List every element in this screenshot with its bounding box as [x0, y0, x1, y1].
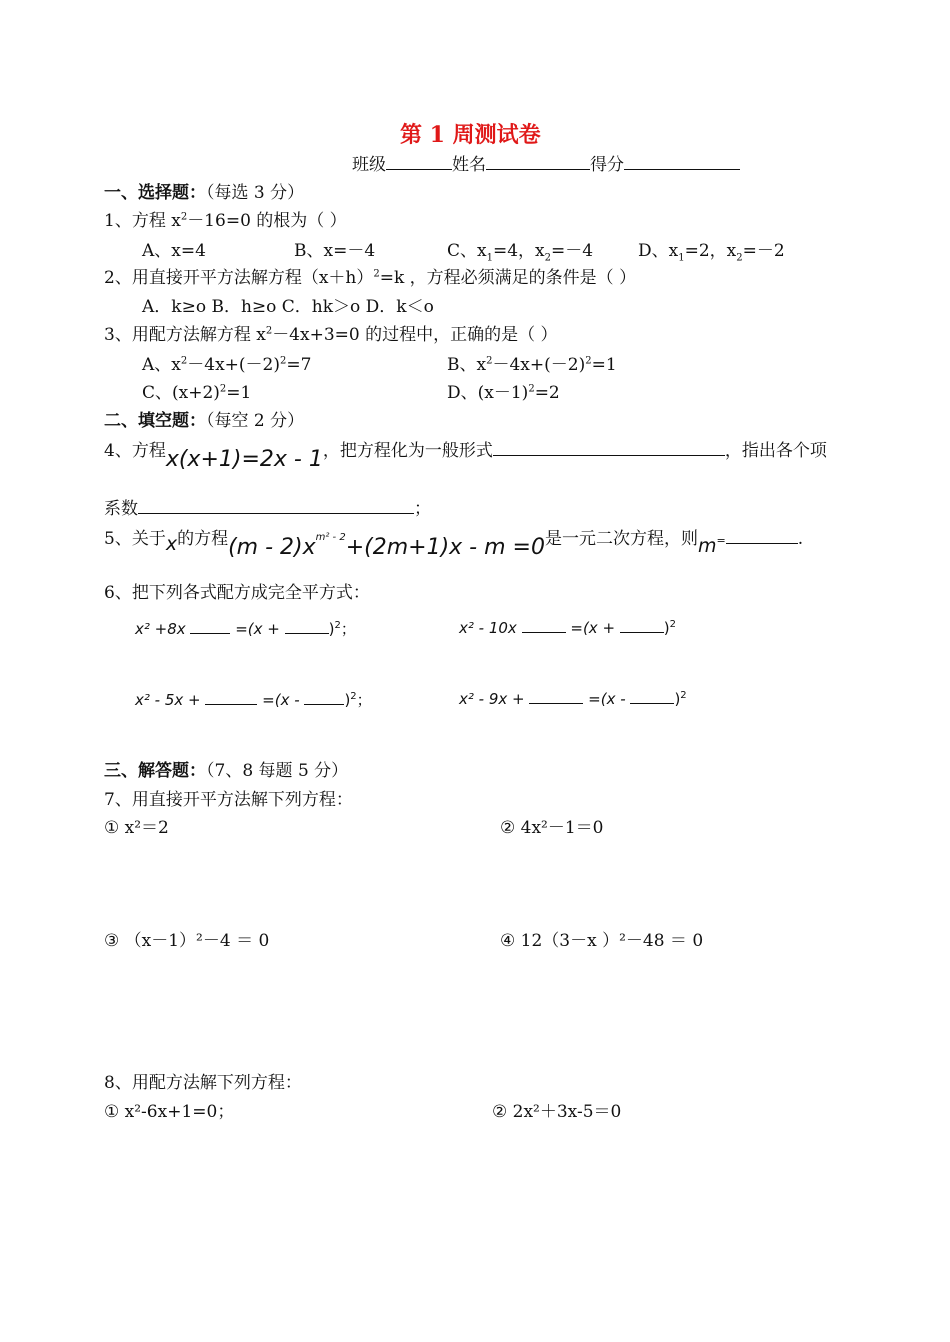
section2-heading: 二、填空题：: [104, 411, 206, 431]
q6e4-field-a[interactable]: [529, 689, 583, 704]
q6e4-close: ): [674, 690, 681, 708]
class-label: 班级: [352, 155, 386, 175]
q6e1-close: ): [328, 620, 335, 638]
q6e1-semi: ；: [340, 620, 356, 638]
q6e2-field-a[interactable]: [522, 618, 566, 633]
q6-expr-2: [459, 618, 676, 637]
q1d-3: =－2: [742, 241, 785, 261]
q1d-2: =2，x: [684, 241, 737, 261]
q6e4-field-b[interactable]: [630, 689, 674, 704]
q3c-1: C、(x+2): [142, 383, 220, 403]
q5-prefix: 5、关于: [104, 529, 166, 549]
q6e4-mid: =(x -: [588, 690, 626, 708]
question-2: [104, 263, 636, 288]
q6e2-mid: =(x +: [570, 619, 616, 637]
class-field[interactable]: [386, 153, 452, 170]
q4-prefix: 4、方程: [104, 441, 166, 461]
q1d-sub2: 2: [736, 252, 743, 264]
q1c-sub2: 2: [544, 252, 552, 264]
q7-part-1: ① x²＝2: [104, 818, 169, 838]
q6-expr-3: [135, 689, 372, 710]
q3a-3: =7: [286, 355, 312, 375]
q5-eq-sign: =: [716, 534, 726, 547]
q6e3-close: ): [344, 691, 351, 709]
q3-option-d[interactable]: [447, 378, 560, 403]
q6e2-close: ): [663, 619, 670, 637]
q1-prefix: 1、方程 x: [104, 211, 181, 231]
q6e1-sq: 2: [334, 620, 341, 631]
name-field[interactable]: [486, 153, 590, 170]
q6e3-field-a[interactable]: [205, 690, 257, 705]
q6e2-sq: 2: [669, 619, 677, 630]
question-4: [104, 436, 827, 472]
q1c-1: C、x: [447, 241, 487, 261]
q1-option-d[interactable]: [638, 236, 785, 263]
q6e3-left: x² - 5x +: [135, 691, 201, 709]
q6e3-mid: =(x -: [262, 691, 300, 709]
q3-suffix: －4x+3=0 的过程中，正确的是（ ）: [272, 325, 558, 345]
q6e2-field-b[interactable]: [620, 618, 664, 633]
q4-line2-end: ；: [414, 499, 431, 519]
page-title: 第 1 周测试卷: [400, 122, 541, 148]
q3a-2: －4x+(－2): [187, 355, 280, 375]
q5-var: x: [165, 533, 178, 555]
q5-answer-field[interactable]: [726, 527, 798, 544]
q4-line2: [104, 494, 431, 519]
q2-sup: 2: [373, 268, 380, 280]
score-field[interactable]: [624, 153, 740, 170]
q6-expr-1: [135, 618, 356, 639]
q8-part-2: ② 2x²＋3x-5＝0: [492, 1102, 622, 1122]
q7-part-3: ③ （x－1）²－4 ＝ 0: [104, 931, 270, 951]
question-6: 6、把下列各式配方成完全平方式：: [104, 583, 370, 603]
q3a-1: A、x: [142, 355, 181, 375]
section3-heading-line: [104, 756, 348, 781]
q1-option-a[interactable]: A、x=4: [142, 241, 206, 261]
q4-middle: ，把方程化为一般形式: [322, 441, 493, 461]
q5-eq-exp: m² - 2: [315, 531, 346, 543]
q2-suffix: =k ，方程必须满足的条件是（ ）: [379, 268, 637, 288]
q5-mid: 的方程: [177, 529, 229, 549]
q6e3-field-b[interactable]: [304, 690, 344, 705]
q6e3-sq: 2: [350, 691, 357, 702]
q5-eq-part2: +(2m+1)x - m =0: [345, 535, 545, 560]
q3-sup: 2: [265, 325, 273, 337]
q5-suffix: 是一元二次方程，则: [544, 529, 698, 549]
name-label: 姓名: [452, 155, 486, 175]
q3d-1: D、(x－1): [447, 383, 529, 403]
q3-option-b[interactable]: [447, 350, 617, 375]
q3b-3: =1: [591, 355, 617, 375]
q1-option-b[interactable]: B、x=－4: [294, 241, 376, 261]
q6e1-field-a[interactable]: [190, 619, 230, 634]
q6e4-left: x² - 9x +: [459, 690, 525, 708]
q3b-2: －4x+(－2): [492, 355, 586, 375]
q1c-2: =4，x: [492, 241, 545, 261]
q4-coeff-label: 系数: [104, 499, 138, 519]
q1-option-c[interactable]: [447, 236, 593, 263]
q2-prefix: 2、用直接开平方法解方程（x＋h）: [104, 268, 374, 288]
question-3: [104, 320, 558, 345]
q6e1-mid: =(x +: [235, 620, 280, 638]
q6-expr-4: [459, 689, 687, 708]
question-1: [104, 206, 347, 231]
q3-option-a[interactable]: [142, 350, 311, 375]
q1d-sub1: 1: [678, 252, 685, 264]
q7-part-4: ④ 12（3－x ）²－48 ＝ 0: [500, 931, 704, 951]
q3c-sup: 2: [219, 383, 227, 395]
q6e2-left: x² - 10x: [459, 619, 517, 637]
q6e1-field-b[interactable]: [285, 619, 329, 634]
section3-note: （7、8 每题 5 分）: [206, 761, 349, 781]
q3b-sup2: 2: [585, 355, 592, 367]
q3d-sup: 2: [528, 383, 535, 395]
question-7: 7、用直接开平方法解下列方程：: [104, 790, 353, 810]
q3b-sup1: 2: [486, 355, 493, 367]
section2-heading-line: [104, 406, 304, 431]
student-info-line: [352, 150, 740, 175]
q1d-1: D、x: [638, 241, 679, 261]
q4-general-form-field[interactable]: [493, 439, 725, 456]
section1-note: （每选 3 分）: [206, 183, 305, 203]
q5-equation: [228, 531, 545, 560]
q1c-sub1: 1: [486, 252, 493, 264]
section3-heading: 三、解答题：: [104, 761, 206, 781]
q6e1-left: x² +8x: [135, 620, 186, 638]
q4-end: ，指出各个项: [724, 441, 827, 461]
q6e3-semi: ；: [356, 691, 372, 709]
q1-sup: 2: [180, 211, 188, 223]
q4-coeff-field[interactable]: [138, 497, 414, 514]
q3c-2: =1: [226, 383, 252, 403]
question-5: [104, 524, 804, 560]
q3a-sup1: 2: [180, 355, 188, 367]
q1c-3: =－4: [551, 241, 594, 261]
section2-note: （每空 2 分）: [206, 411, 305, 431]
q2-options[interactable]: A．k≥o B．h≥o C．hk＞o D．k＜o: [142, 297, 434, 317]
score-label: 得分: [590, 155, 624, 175]
q3-prefix: 3、用配方法解方程 x: [104, 325, 266, 345]
q5-eq-part1: (m - 2)x: [228, 535, 316, 560]
section1-heading: 一、选择题：: [104, 183, 206, 203]
q5-m: m: [697, 535, 717, 557]
q7-part-2: ② 4x²－1＝0: [500, 818, 604, 838]
question-8: 8、用配方法解下列方程：: [104, 1073, 302, 1093]
q6e4-sq: 2: [680, 690, 687, 701]
q3b-1: B、x: [447, 355, 487, 375]
section1-heading-line: [104, 178, 304, 203]
q3a-sup2: 2: [279, 355, 287, 367]
q3d-2: =2: [534, 383, 560, 403]
q1-suffix: －16=0 的根为（ ）: [187, 211, 347, 231]
q8-part-1: ① x²-6x+1=0；: [104, 1102, 235, 1122]
q3-option-c[interactable]: [142, 378, 251, 403]
q5-end: .: [797, 529, 804, 549]
q4-equation: x(x+1)=2x - 1: [165, 447, 323, 472]
